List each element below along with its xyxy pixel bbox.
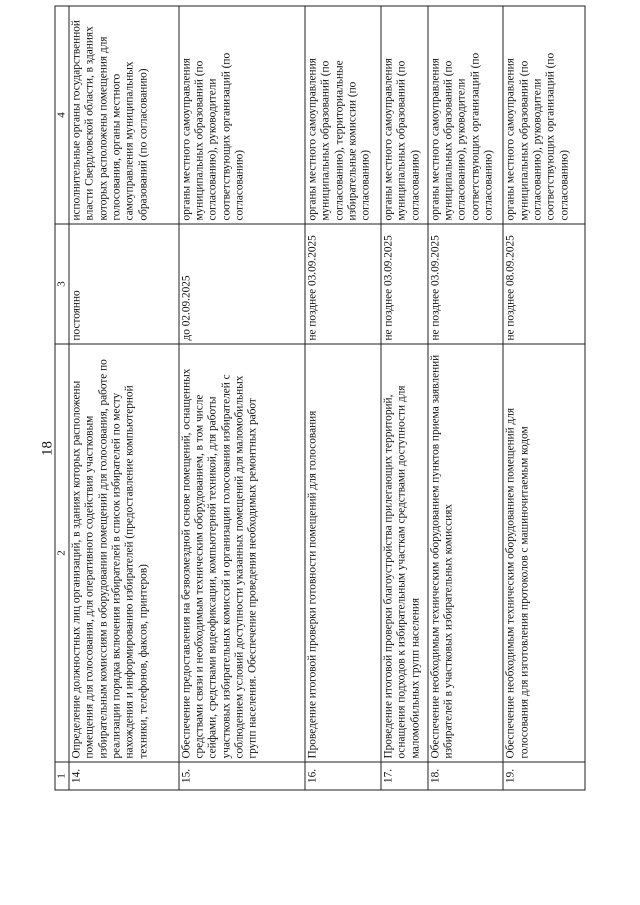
row-executors: органы местного самоуправления муниципальных образований (по согласованию), руководители соответствующих организаций (по согласованию)	[428, 6, 504, 224]
events-table	[55, 6, 586, 791]
table-row	[69, 6, 179, 790]
row-deadline: не позднее 03.09.2025	[381, 224, 428, 344]
row-executors: органы местного самоуправления муниципальных образований (по согласованию), руководители соответствующих организаций (по согласованию)	[503, 6, 585, 224]
row-number: 19.	[503, 762, 585, 790]
row-number: 14.	[69, 762, 179, 790]
rotated-page-content	[55, 7, 586, 791]
row-event: Проведение итоговой проверки готовности помещений для голосования	[305, 344, 381, 762]
table-row	[305, 6, 381, 790]
row-executors: органы местного самоуправления муниципальных образований (по согласованию)	[381, 6, 428, 224]
row-event: Обеспечение необходимым техническим оборудованием помещений для голосования для изготовления протоколов с машиночитаемым кодом	[503, 344, 585, 762]
row-number: 15.	[179, 762, 305, 790]
row-event: Проведение итоговой проверки благоустройства прилегающих территорий, оснащения подходов к избирательным участкам средствами доступности для маломобильных групп населения	[381, 344, 428, 762]
row-deadline: постоянно	[69, 224, 179, 344]
row-executors: органы местного самоуправления муниципальных образований (по согласованию), руководители соответствующих организаций (по согласованию)	[179, 6, 305, 224]
row-deadline: не позднее 08.09.2025	[503, 224, 585, 344]
column-header-executors: 4	[55, 6, 69, 224]
table-row	[381, 6, 428, 790]
row-event: Обеспечение предоставления на безвозмездной основе помещений, оснащенных средствами связи и необходимым техническим оборудованием, в том числе сейфами, средствами видеофиксации, компьютерной техникой, для работы участковых избирательных комиссий и организации голосования избирателей с соблюдением условий доступности указанных помещений для маломобильных групп населения. Обеспечение проведения необходимых ремонтных работ	[179, 344, 305, 762]
column-header-event: 2	[55, 344, 69, 762]
row-deadline: не позднее 03.09.2025	[428, 224, 504, 344]
row-event: Обеспечение необходимым техническим оборудованием пунктов приема заявлений избирателей в участковых избирательных комиссиях	[428, 344, 504, 762]
column-header-number: 1	[55, 762, 69, 790]
row-executors: органы местного самоуправления муниципальных образований (по согласованию), территориальные избирательные комиссии (по согласованию)	[305, 6, 381, 224]
row-number: 16.	[305, 762, 381, 790]
table-row	[503, 6, 585, 790]
row-number: 18.	[428, 762, 504, 790]
table-row	[428, 6, 504, 790]
column-header-deadline: 3	[55, 224, 69, 344]
row-deadline: не позднее 03.09.2025	[305, 224, 381, 344]
row-event: Определение должностных лиц организаций, в зданиях которых расположены помещения для голосования, для оперативного содействия участковым избирательным комиссиям в оборудовании помещений для голосования, работе по реализации порядка включения избирателей в список избирателей по месту нахождения и информированию избирателей (предоставление компьютерной техники, телефонов, факсов, принтеров)	[69, 344, 179, 762]
table-header-row	[55, 6, 69, 790]
row-executors: исполнительные органы государственной власти Свердловской области, в зданиях которых расположены помещения для голосования, органы местного самоуправления муниципальных образований (по согласованию)	[69, 6, 179, 224]
row-number: 17.	[381, 762, 428, 790]
row-deadline: до 02.09.2025	[179, 224, 305, 344]
table-row	[179, 6, 305, 790]
page-number: 18	[39, 441, 56, 456]
